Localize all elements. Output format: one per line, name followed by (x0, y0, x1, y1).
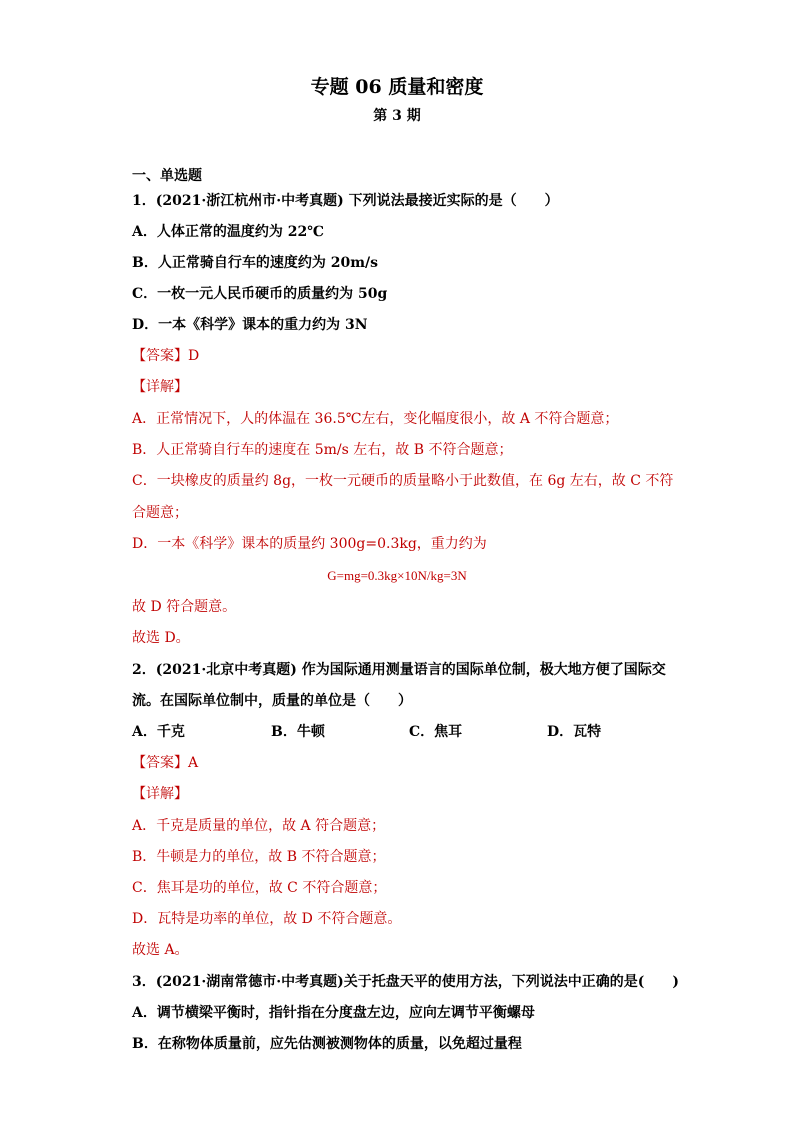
q1-explain-b: B．人正常骑自行车的速度在 5m/s 左右，故 B 不符合题意； (132, 442, 513, 458)
q2-conclusion: 故选 A。 (132, 942, 189, 958)
q3-stem: 3．(2021·湖南常德市·中考真题)关于托盘天平的使用方法，下列说法中正确的是( ) (132, 974, 679, 990)
q2-stem-line2: 流。在国际单位制中，质量的单位是（ ） (132, 693, 412, 709)
q1-option-d: D．一本《科学》课本的重力约为 3N (132, 317, 368, 333)
q1-conclusion: 故选 D。 (132, 630, 190, 646)
q2-explain-a: A．千克是质量的单位，故 A 符合题意； (132, 818, 386, 834)
q2-option-a: A．千克 (132, 724, 185, 740)
q1-option-a: A．人体正常的温度约为 22℃ (132, 224, 324, 240)
q3-option-b: B．在称物体质量前，应先估测被测物体的质量，以免超过量程 (132, 1036, 522, 1052)
q1-explain-c-line2: 合题意； (132, 505, 188, 521)
q2-explain-d: D．瓦特是功率的单位，故 D 不符合题意。 (132, 911, 402, 927)
q2-detail-label: 【详解】 (132, 786, 188, 802)
q1-explain-d-result: 故 D 符合题意。 (132, 599, 237, 615)
q1-detail-label: 【详解】 (132, 379, 188, 395)
q2-option-d: D．瓦特 (547, 724, 602, 740)
q1-option-c: C．一枚一元人民币硬币的质量约为 50g (132, 286, 388, 302)
q1-stem: 1．(2021·浙江杭州市·中考真题) 下列说法最接近实际的是（ ） (132, 193, 559, 209)
page-subtitle: 第 3 期 (373, 108, 421, 124)
q1-explain-c-line1: C．一块橡皮的质量约 8g，一枚一元硬币的质量略小于此数值，在 6g 左右，故 C 不符 (132, 473, 674, 489)
q3-option-a: A．调节横梁平衡时，指针指在分度盘左边，应向左调节平衡螺母 (132, 1005, 535, 1021)
q2-explain-b: B．牛顿是力的单位，故 B 不符合题意； (132, 849, 386, 865)
q1-explain-a: A．正常情况下，人的体温在 36.5℃左右，变化幅度很小，故 A 不符合题意； (132, 411, 619, 427)
q1-option-b: B．人正常骑自行车的速度约为 20m/s (132, 255, 378, 271)
q2-stem-line1: 2．(2021·北京中考真题) 作为国际通用测量语言的国际单位制，极大地方便了国际交 (132, 662, 666, 678)
q1-explain-d: D．一本《科学》课本的质量约 300g=0.3kg，重力约为 (132, 536, 487, 552)
section-heading: 一、单选题 (132, 168, 202, 184)
page-title: 专题 06 质量和密度 (310, 76, 484, 98)
q2-answer: 【答案】A (132, 755, 199, 771)
q2-explain-c: C．焦耳是功的单位，故 C 不符合题意； (132, 880, 387, 896)
q2-option-c: C．焦耳 (409, 724, 463, 740)
q2-option-b: B．牛顿 (271, 724, 325, 740)
q1-formula: G=mg=0.3kg×10N/kg=3N (327, 568, 467, 583)
q1-answer: 【答案】D (132, 348, 200, 364)
